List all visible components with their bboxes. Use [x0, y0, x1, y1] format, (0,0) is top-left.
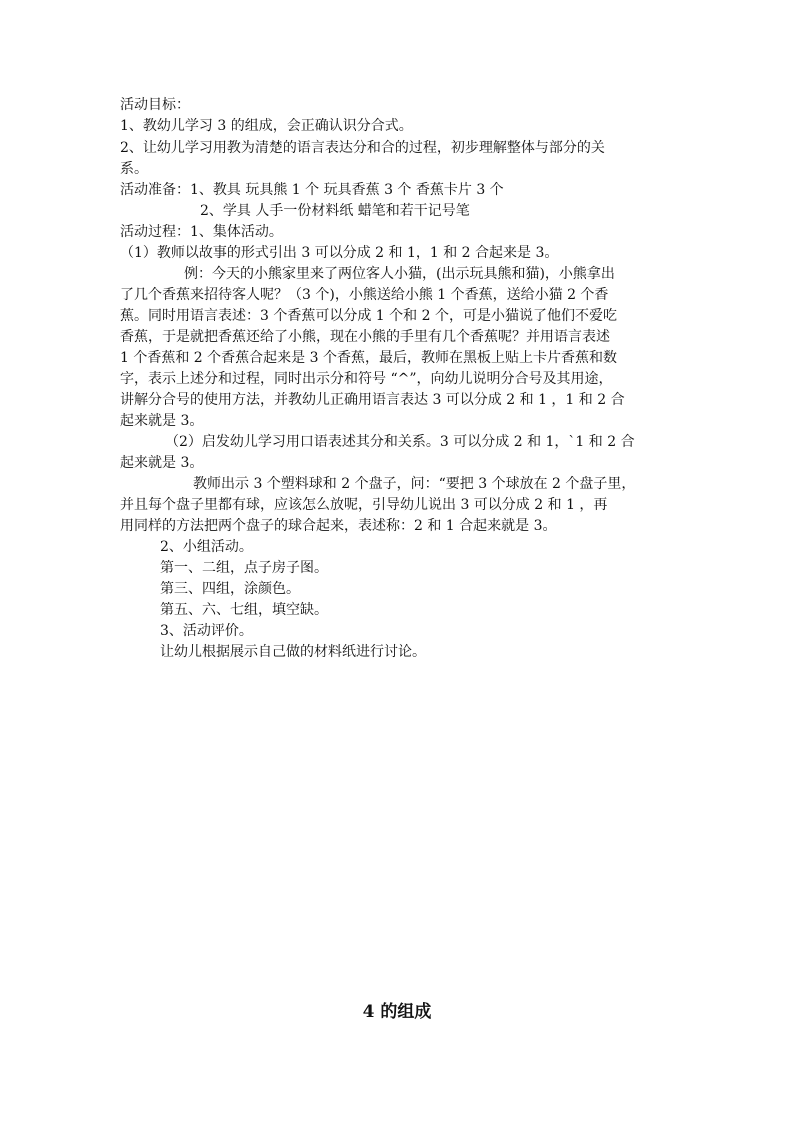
section-heading-evaluation: 3、活动评价。 — [160, 623, 253, 639]
paragraph-line: 教师出示 3 个塑料球和 2 个盘子，问：“要把 3 个球放在 2 个盘子里， — [193, 476, 636, 492]
paragraph-line: 例：今天的小熊家里来了两位客人小猫，(出示玩具熊和猫)，小熊拿出 — [184, 266, 615, 282]
paragraph-line: 字，表示上述分和过程，同时出示分和符号 “^”，向幼儿说明分合号及其用途， — [120, 371, 613, 387]
process-step-1: （1）教师以故事的形式引出 3 可以分成 2 和 1，1 和 2 合起来是 3。 — [120, 245, 559, 261]
goal-item-2: 2、让幼儿学习用教为清楚的语言表达分和合的过程，初步理解整体与部分的关 — [120, 140, 605, 156]
group-item: 第五、六、七组，填空缺。 — [160, 602, 328, 618]
next-section-title: 4 的组成 — [362, 1002, 432, 1022]
goal-item-1: 1、教幼儿学习 3 的组成，会正确认识分合式。 — [120, 118, 413, 134]
group-item: 第一、二组，点子房子图。 — [160, 560, 328, 576]
paragraph-line: 了几个香蕉来招待客人呢？（3 个)，小熊送给小熊 1 个香蕉，送给小猫 2 个香 — [120, 287, 609, 303]
paragraph-line: 香蕉，于是就把香蕉还给了小熊，现在小熊的手里有几个香蕉呢？并用语言表述 — [120, 329, 610, 345]
process-step-2: （2）启发幼儿学习用口语表述其分和关系。3 可以分成 2 和 1，`1 和 2 合 — [165, 434, 635, 450]
paragraph-line: 1 个香蕉和 2 个香蕉合起来是 3 个香蕉，最后，教师在黑板上贴上卡片香蕉和数 — [120, 350, 617, 366]
evaluation-text: 让幼儿根据展示自己做的材料纸进行讨论。 — [160, 644, 426, 660]
prep-item-2: 2、学具 人手一份材料纸 蜡笔和若干记号笔 — [200, 203, 470, 219]
section-heading-group: 2、小组活动。 — [160, 539, 253, 555]
group-item: 第三、四组，涂颜色。 — [160, 581, 300, 597]
goal-item-2-cont: 系。 — [120, 161, 148, 177]
section-heading-process: 活动过程：1、集体活动。 — [120, 224, 283, 240]
paragraph-line: 并且每个盘子里都有球，应该怎么放呢，引导幼儿说出 3 可以分成 2 和 1 ，再 — [120, 497, 608, 513]
paragraph-line: 讲解分合号的使用方法，并教幼儿正确用语言表达 3 可以分成 2 和 1 ，1 和 2 合 — [120, 392, 625, 408]
paragraph-line: 蕉。同时用语言表述：3 个香蕉可以分成 1 个和 2 个，可是小猫说了他们不爱吃 — [120, 308, 617, 324]
section-heading-goals: 活动目标： — [120, 97, 190, 113]
paragraph-line: 起来就是 3。 — [120, 413, 204, 429]
paragraph-line: 起来就是 3。 — [120, 455, 204, 471]
paragraph-line: 用同样的方法把两个盘子的球合起来，表述称：2 和 1 合起来就是 3。 — [120, 518, 557, 534]
section-heading-prep: 活动准备：1、教具 玩具熊 1 个 玩具香蕉 3 个 香蕉卡片 3 个 — [120, 182, 504, 198]
